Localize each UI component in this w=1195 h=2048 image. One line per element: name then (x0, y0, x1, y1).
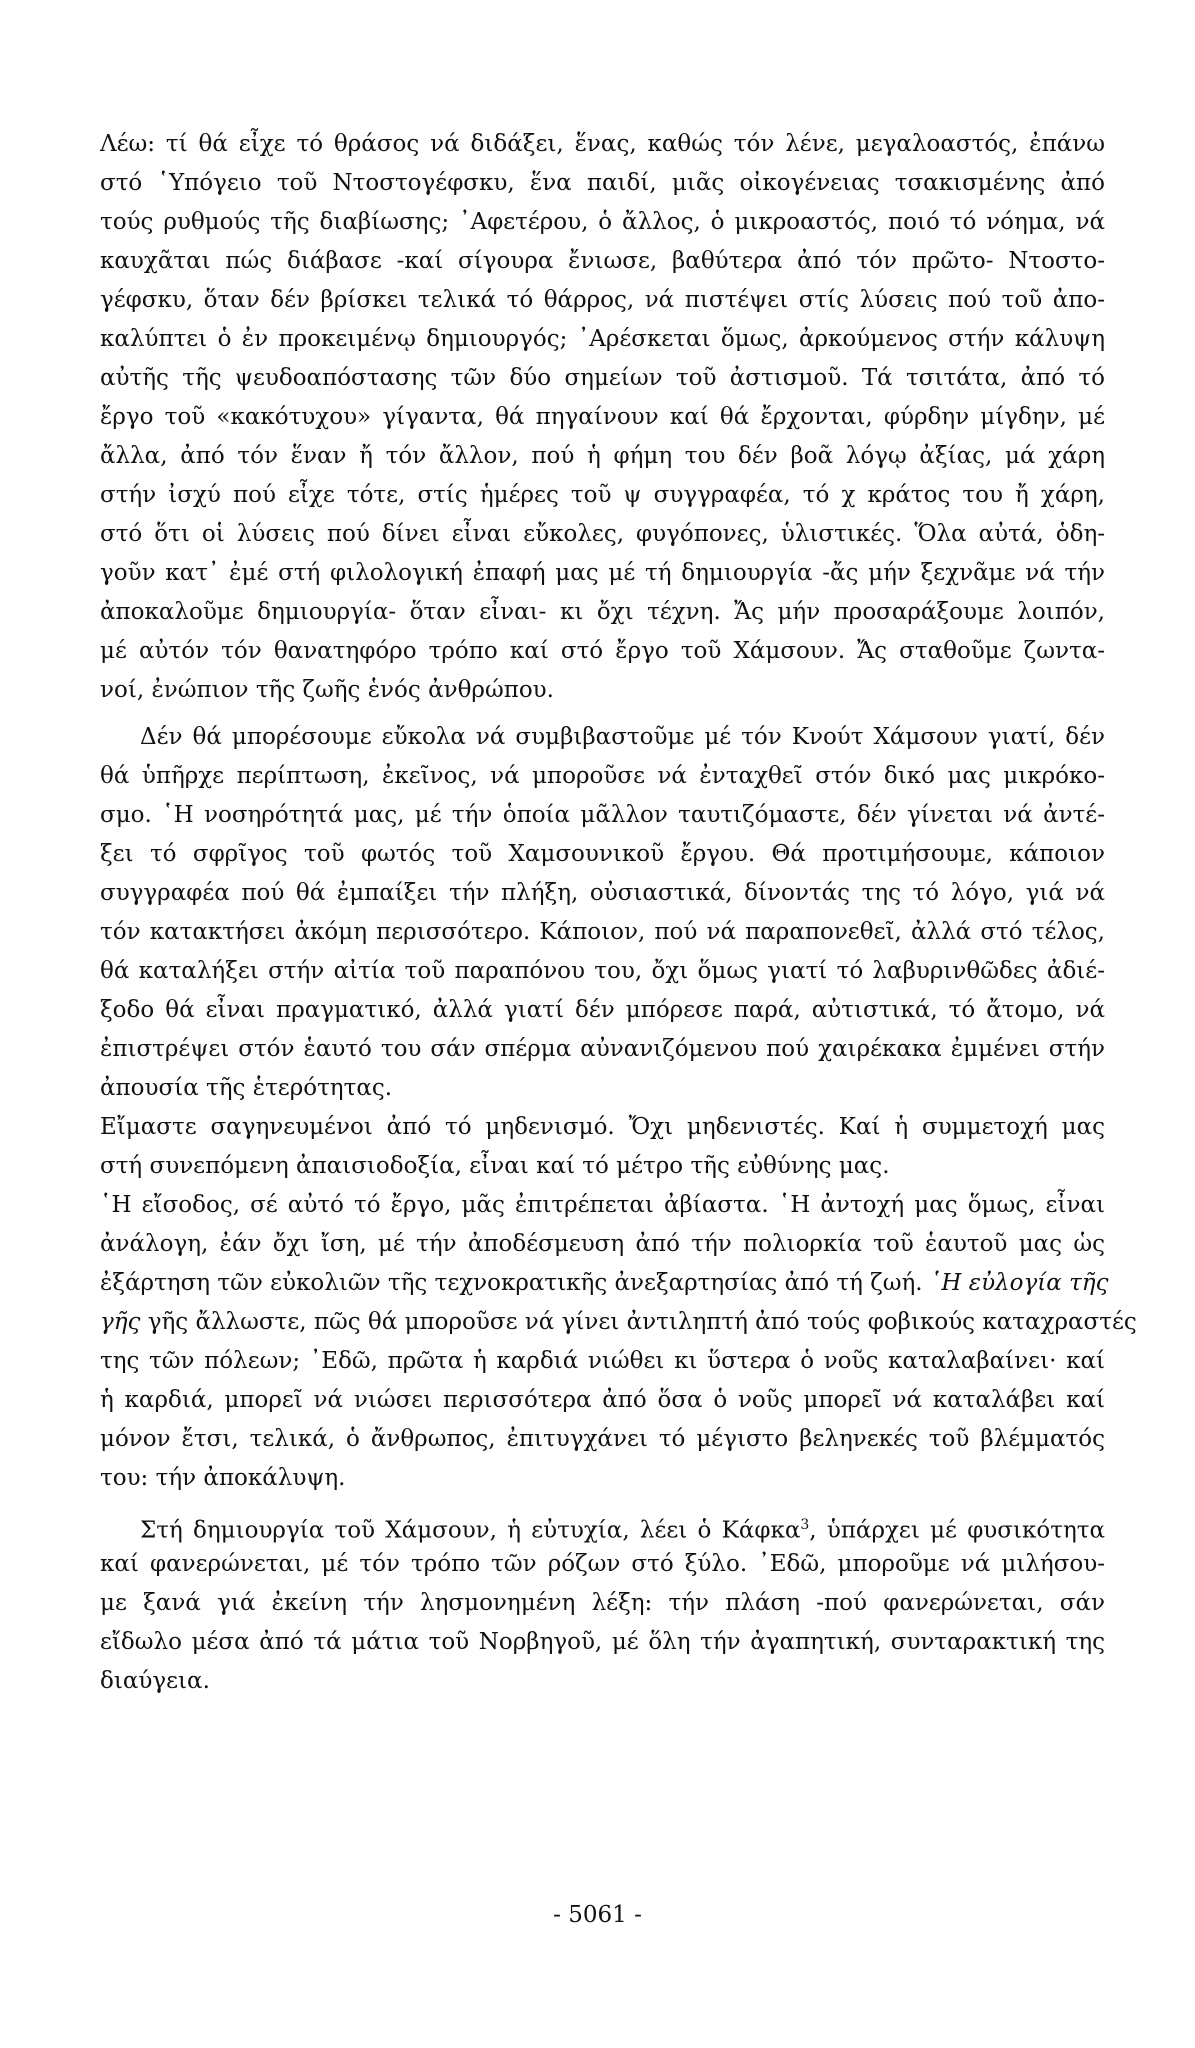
text-line: Δέν θά μπορέσουμε εὔκολα νά συμβιβαστοῦμε μέ τόν Κνούτ Χάμσουν γιατί, δέν (140, 724, 1105, 750)
text-line: ξοδο θά εἶναι πραγματικό, ἀλλά γιατί δέν μπόρεσε παρά, αὐτιστικά, τό ἄτομο, νά (100, 997, 1105, 1023)
text-line (100, 1264, 1109, 1303)
text-line: καλύπτει ὁ ἐν προκειμένῳ δημιουργός; ᾿Αρέσκεται ὅμως, ἀρκούμενος στήν κάλυψη (100, 326, 1105, 352)
text-line: ἀνάλογη, ἐάν ὄχι ἴση, μέ τήν ἀποδέσμευση ἀπό τήν πολιορκία τοῦ ἑαυτοῦ μας ὡς (100, 1231, 1105, 1257)
italic-book-title: ῾Η εὐλογία τῆς (929, 1270, 1109, 1296)
text-line: της τῶν πόλεων; ᾿Εδῶ, πρῶτα ἡ καρδιά νιώθει κι ὕστερα ὁ νοῦς καταλαβαίνει· καί (100, 1348, 1105, 1374)
text-line: αὐτῆς τῆς ψευδοαπόστασης τῶν δύο σημείων τοῦ ἀστισμοῦ. Τά τσιτάτα, ἀπό τό (100, 365, 1105, 391)
text-line: τόν κατακτήσει ἀκόμη περισσότερο. Κάποιον, πού νά παραπονεθεῖ, ἀλλά στό τέλος, (100, 919, 1105, 945)
text-line: σμο. ῾Η νοσηρότητά μας, μέ τήν ὁποία μᾶλλον ταυτιζόμαστε, δέν γίνεται νά ἀντέ- (100, 802, 1105, 828)
text-line: τούς ρυθμούς τῆς διαβίωσης; ᾿Αφετέρου, ὁ ἄλλος, ὁ μικροαστός, ποιό τό νόημα, νά (100, 209, 1105, 235)
text-line: μέ αὐτόν τόν θανατηφόρο τρόπο καί στό ἔργο τοῦ Χάμσουν. Ἄς σταθοῦμε ζωντα- (100, 638, 1105, 664)
text-line: θά καταλήξει στήν αἰτία τοῦ παραπόνου του, ὄχι ὅμως γιατί τό λαβυρινθῶδες ἀδιέ- (100, 958, 1105, 984)
text-line: ῾Η εἴσοδος, σέ αὐτό τό ἔργο, μᾶς ἐπιτρέπεται ἀβίαστα. ῾Η ἀντοχή μας ὅμως, εἶναι (100, 1192, 1105, 1218)
italic-book-title-cont: γῆς (100, 1309, 141, 1335)
text-line-start: ἐξάρτηση τῶν εὐκολιῶν τῆς τεχνοκρατικῆς ἀνεξαρτησίας ἀπό τή ζωή. (100, 1270, 923, 1296)
text-line: ἐπιστρέψει στόν ἑαυτό του σάν σπέρμα αὐνανιζόμενου πού χαιρέκακα ἐμμένει στήν (100, 1036, 1105, 1062)
text-line-rest: γῆς ἄλλωστε, πῶς θά μποροῦσε νά γίνει ἀντιληπτή ἀπό τούς φοβικούς καταχραστές (147, 1309, 1137, 1335)
paragraph-5 (100, 1506, 1105, 1701)
text-line: ξει τό σφρῖγος τοῦ φωτός τοῦ Χαμσουνικοῦ ἔργου. Θά προτιμήσουμε, κάποιον (100, 841, 1105, 867)
text-line: θά ὑπῆρχε περίπτωση, ἐκεῖνος, νά μποροῦσε νά ἐνταχθεῖ στόν δικό μας μικρόκο- (100, 763, 1105, 789)
text-line-tail: , ὑπάρχει μέ φυσικότητα (809, 1517, 1105, 1544)
text-line: εἴδωλο μέσα ἀπό τά μάτια τοῦ Νορβηγοῦ, μέ ὅλη τήν ἀγαπητική, συνταρακτική της (100, 1629, 1105, 1655)
text-line: ἀποκαλοῦμε δημιουργία- ὅταν εἶναι- κι ὄχι τέχνη. Ἄς μήν προσαράξουμε λοιπόν, (100, 599, 1105, 625)
paragraph-4 (100, 1186, 1137, 1498)
text-line: συγγραφέα πού θά ἐμπαίξει τήν πλήξη, οὐσιαστικά, δίνοντάς της τό λόγο, γιά νά (100, 880, 1105, 906)
text-line: με ξανά γιά ἐκείνη τήν λησμονημένη λέξη: τήν πλάση -πού φανερώνεται, σάν (100, 1590, 1105, 1616)
text-line: γοῦν κατ᾿ ἐμέ στή φιλολογική ἐπαφή μας μέ τή δημιουργία -ἄς μήν ξεχνᾶμε νά τήν (100, 560, 1105, 586)
text-line: στή συνεπόμενη ἀπαισιοδοξία, εἶναι καί τό μέτρο τῆς εὐθύνης μας. (100, 1153, 890, 1179)
paragraph-2 (100, 718, 1105, 1108)
text-line: ἡ καρδιά, μπορεῖ νά νιώσει περισσότερα ἀπό ὅσα ὁ νοῦς μπορεῖ νά καταλάβει καί (100, 1387, 1105, 1413)
text-line (100, 1506, 1105, 1545)
text-line-start: Στή δημιουργία τοῦ Χάμσουν, ἡ εὐτυχία, λέει ὁ Κάφκα (140, 1517, 801, 1544)
text-line: καί φανερώνεται, μέ τόν τρόπο τῶν ρόζων στό ξύλο. ᾿Εδῶ, μποροῦμε νά μιλήσου- (100, 1551, 1105, 1577)
document-body (100, 125, 1137, 1701)
text-line (100, 1303, 1137, 1342)
text-line: νοί, ἐνώπιον τῆς ζωῆς ἑνός ἀνθρώπου. (100, 677, 554, 703)
paragraph-3 (100, 1108, 1105, 1186)
text-line: μόνον ἔτσι, τελικά, ὁ ἄνθρωπος, ἐπιτυγχάνει τό μέγιστο βεληνεκές τοῦ βλέμματός (100, 1426, 1105, 1452)
footnote-reference: 3 (800, 1517, 810, 1533)
text-line: ἄλλα, ἀπό τόν ἕναν ἤ τόν ἄλλον, πού ἡ φήμη του δέν βοᾶ λόγῳ ἀξίας, μά χάρη (100, 443, 1105, 469)
text-line: του: τήν ἀποκάλυψη. (100, 1465, 346, 1491)
text-line: στήν ἰσχύ πού εἶχε τότε, στίς ἡμέρες τοῦ ψ συγγραφέα, τό χ κράτος του ἤ χάρη, (100, 482, 1105, 508)
page-number: - 5061 - (553, 1902, 642, 1928)
text-line: καυχᾶται πώς διάβασε -καί σίγουρα ἔνιωσε, βαθύτερα ἀπό τόν πρῶτο- Ντοστο- (100, 248, 1105, 274)
text-line: Εἴμαστε σαγηνευμένοι ἀπό τό μηδενισμό. Ὄχι μηδενιστές. Καί ἡ συμμετοχή μας (100, 1114, 1105, 1140)
text-line: γέφσκυ, ὅταν δέν βρίσκει τελικά τό θάρρος, νά πιστέψει στίς λύσεις πού τοῦ ἀπο- (100, 287, 1105, 313)
text-line: στό ὅτι οἱ λύσεις πού δίνει εἶναι εὔκολες, φυγόπονες, ὑλιστικές. Ὅλα αὐτά, ὁδη- (100, 521, 1105, 547)
text-line: Λέω: τί θά εἶχε τό θράσος νά διδάξει, ἕνας, καθώς τόν λένε, μεγαλοαστός, ἐπάνω (100, 131, 1105, 157)
paragraph-1 (100, 125, 1105, 710)
text-line: στό ῾Υπόγειο τοῦ Ντοστογέφσκυ, ἕνα παιδί, μιᾶς οἰκογένειας τσακισμένης ἀπό (100, 170, 1105, 196)
text-line: ἀπουσία τῆς ἑτερότητας. (100, 1075, 393, 1101)
text-line: διαύγεια. (100, 1668, 210, 1694)
text-line: ἔργο τοῦ «κακότυχου» γίγαντα, θά πηγαίνουν καί θά ἔρχονται, φύρδην μίγδην, μέ (100, 404, 1105, 430)
